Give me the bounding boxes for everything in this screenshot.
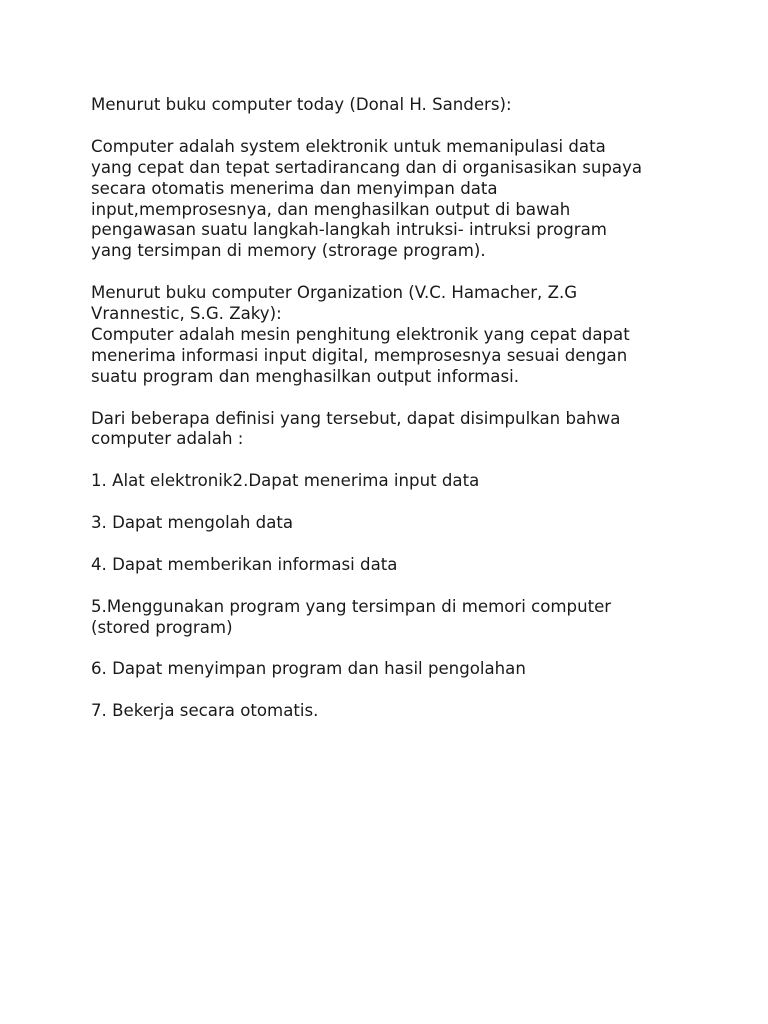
text-line: yang tersimpan di memory (strorage program). xyxy=(91,241,486,261)
list-item-text: 6. Dapat menyimpan program dan hasil pengolahan xyxy=(91,659,526,679)
list-item-text: 3. Dapat mengolah data xyxy=(91,513,294,533)
text-line: pengawasan suatu langkah-langkah intruksi- intruksi program xyxy=(91,220,607,240)
paragraph-sanders-heading xyxy=(91,95,691,116)
text-line: input,memprosesnya, dan menghasilkan output di bawah xyxy=(91,199,571,219)
paragraph-sanders-definition xyxy=(91,137,691,262)
list-item xyxy=(91,513,691,534)
paragraph-conclusion xyxy=(91,409,691,451)
paragraph-hamacher xyxy=(91,283,691,388)
text-line: Computer adalah system elektronik untuk memanipulasi data xyxy=(91,136,606,156)
text-line: Dari beberapa definisi yang tersebut, dapat disimpulkan bahwa xyxy=(91,408,621,428)
list-item xyxy=(91,471,691,492)
document-body xyxy=(91,95,691,743)
list-item xyxy=(91,701,691,722)
list-item-text: 7. Bekerja secara otomatis. xyxy=(91,701,319,721)
text-line: yang cepat dan tepat sertadirancang dan di organisasikan supaya xyxy=(91,157,643,177)
text-line: secara otomatis menerima dan menyimpan data xyxy=(91,178,498,198)
text-line: Menurut buku computer today (Donal H. Sanders): xyxy=(91,95,512,114)
text-line: menerima informasi input digital, memprosesnya sesuai dengan xyxy=(91,345,628,365)
text-line: computer adalah : xyxy=(91,429,244,449)
list-item-text: 5.Menggunakan program yang tersimpan di memori computer xyxy=(91,596,612,616)
text-line: Menurut buku computer Organization (V.C. Hamacher, Z.G xyxy=(91,283,578,303)
text-line: Computer adalah mesin penghitung elektronik yang cepat dapat xyxy=(91,324,630,344)
list-item xyxy=(91,555,691,576)
list-item xyxy=(91,659,691,680)
list-item xyxy=(91,597,691,639)
text-line: suatu program dan menghasilkan output informasi. xyxy=(91,366,520,386)
list-item-text: 1. Alat elektronik2.Dapat menerima input data xyxy=(91,471,480,491)
list-item-text: (stored program) xyxy=(91,617,233,637)
list-item-text: 4. Dapat memberikan informasi data xyxy=(91,554,398,574)
text-line: Vrannestic, S.G. Zaky): xyxy=(91,304,282,324)
